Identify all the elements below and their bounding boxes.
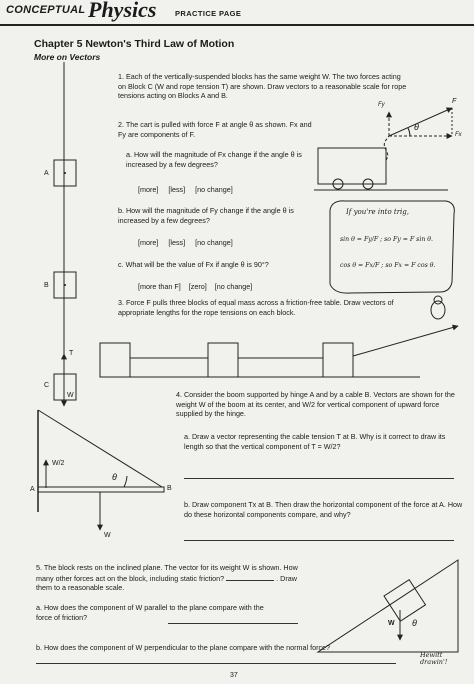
label-fy: Fy — [378, 102, 385, 108]
answer-line-4a[interactable] — [184, 478, 454, 479]
header-conceptual: CONCEPTUAL — [6, 4, 86, 16]
question-2a: a. How will the magnitude of Fx change if the angle θ is increased by a few degrees? — [126, 150, 302, 169]
trig-note-cos: cos θ = Fx/F ; so Fx = F cos θ. — [340, 262, 436, 269]
q2b-options — [138, 238, 233, 247]
label-c: C — [44, 382, 50, 389]
header-brand: Physics — [88, 0, 157, 22]
header-practice-page: PRACTICE PAGE — [175, 9, 242, 18]
label-a: A — [44, 170, 49, 177]
trig-note-sin: sin θ = Fy/F ; so Fy = F sin θ. — [340, 236, 433, 243]
label-w: W — [67, 392, 74, 399]
q2a-option-no-change[interactable]: [no change] — [195, 185, 233, 194]
label-b-cable: B — [167, 485, 172, 492]
question-2c: c. What will be the value of Fx if angle θ is 90°? — [118, 260, 269, 269]
signature: Hewitt drawin'! — [420, 651, 448, 666]
answer-line-5b[interactable] — [36, 663, 396, 664]
q2a-options — [138, 185, 233, 194]
label-b: B — [44, 282, 49, 289]
answer-line-5[interactable] — [226, 573, 274, 581]
question-4b: b. Draw component Tx at B. Then draw the horizontal component of the force at A. How do these horizontal components compare, and why? — [184, 500, 463, 519]
cart-body — [318, 148, 386, 184]
pull-force-vector — [353, 326, 458, 356]
question-5-text: 5. The block rests on the inclined plane. The vector for its weight W is shown. How many other forces act on the block, including static friction? — [36, 563, 298, 583]
cable — [38, 410, 162, 487]
question-4: 4. Consider the boom supported by hinge A and by a cable B. Vectors are shown for the weight W of the boom at its center, and W/2 for vertical component of upward force supplied by the hinge. — [176, 390, 455, 419]
q2c-option-more-than-f[interactable]: [more than F] — [138, 282, 181, 291]
label-theta-incline: θ — [412, 618, 417, 628]
label-t: T — [69, 350, 74, 357]
block-1 — [100, 343, 130, 377]
question-4a: a. Draw a vector representing the cable tension T at B. Why is it correct to draw its length so that the vertical component of T = W/2? — [184, 432, 446, 451]
label-theta-boom: θ — [112, 472, 117, 482]
label-w2: W/2 — [52, 460, 65, 467]
chapter-subtitle: More on Vectors — [34, 52, 101, 62]
question-5 — [36, 563, 311, 593]
block-3 — [323, 343, 353, 377]
question-2b: b. How will the magnitude of Fy change if the angle θ is increased by a few degrees? — [118, 206, 294, 225]
question-2: 2. The cart is pulled with force F at angle θ as shown. Fx and Fy are components of F. — [118, 120, 312, 139]
page-number: 37 — [230, 672, 238, 679]
q2b-option-no-change[interactable]: [no change] — [195, 238, 233, 247]
label-theta: θ — [414, 122, 419, 132]
trig-note-title: If you're into trig, — [346, 208, 409, 216]
label-f: F — [452, 98, 457, 105]
q2a-option-more[interactable]: [more] — [138, 185, 159, 194]
boom — [38, 487, 164, 492]
question-3: 3. Force F pulls three blocks of equal mass across a friction-free table. Draw vectors of appropriate lengths for the rope tensions on each block. — [118, 298, 394, 317]
question-5b: b. How does the component of W perpendicular to the plane compare with the normal force? — [36, 643, 331, 652]
label-a-hinge: A — [30, 486, 35, 493]
question-5a: a. How does the component of W parallel to the plane compare with the force of friction? — [36, 603, 264, 622]
inclined-plane — [318, 560, 458, 652]
q2b-option-more[interactable]: [more] — [138, 238, 159, 247]
chapter-title: Chapter 5 Newton's Third Law of Motion — [34, 38, 235, 50]
label-fx: Fx — [455, 132, 462, 138]
question-1: 1. Each of the vertically-suspended blocks has the same weight W. The two forces acting on Block C (W and rope tension T) are shown. Draw vectors to a reasonable scale for rope tensions acting on Blocks A and B. — [118, 72, 407, 101]
q2c-options — [138, 282, 252, 291]
q2b-option-less[interactable]: [less] — [168, 238, 186, 247]
q2a-option-less[interactable]: [less] — [168, 185, 186, 194]
answer-line-4b[interactable] — [184, 540, 454, 541]
block-2 — [208, 343, 238, 377]
q2c-option-no-change[interactable]: [no change] — [214, 282, 253, 291]
label-w-boom: W — [104, 532, 111, 539]
label-w-incline: W — [388, 620, 395, 627]
force-f-vector — [389, 108, 452, 136]
q2c-option-zero[interactable]: [zero] — [188, 282, 207, 291]
question-5-text2: . Draw them to a reasonable scale. — [36, 573, 297, 593]
answer-line-5a[interactable] — [168, 623, 298, 624]
